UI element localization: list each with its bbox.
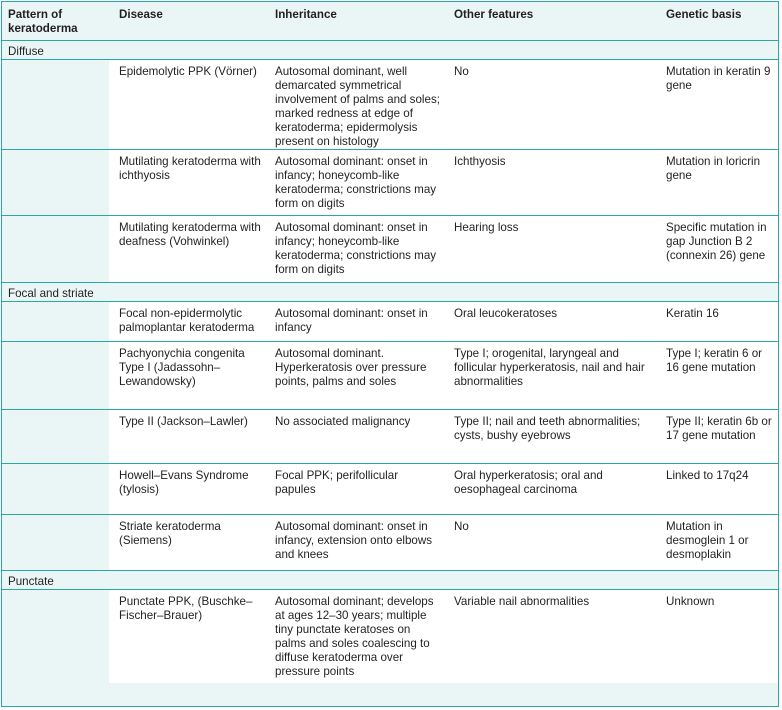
table-row xyxy=(2,341,778,409)
table-row xyxy=(2,463,778,514)
group-row-punctate xyxy=(2,570,778,589)
genetic-cell: Specific mutation in gap Junction B 2 (connexin 26) gene xyxy=(656,215,778,282)
inheritance-cell: Autosomal dominant: onset in infancy; honeycomb-like keratoderma; constrictions may form on digits xyxy=(265,149,444,215)
header-pattern: Pattern of keratoderma xyxy=(2,2,109,40)
features-cell: No xyxy=(444,59,656,149)
group-label: Punctate xyxy=(2,570,778,589)
disease-cell: Mutilating keratoderma with ichthyosis xyxy=(109,149,265,215)
inheritance-cell: Autosomal dominant: onset in infancy xyxy=(265,301,444,341)
inheritance-cell: Autosomal dominant. Hyperkeratosis over pressure points, palms and soles xyxy=(265,341,444,409)
disease-cell: Striate keratoderma (Siemens) xyxy=(109,514,265,570)
genetic-cell: Unknown xyxy=(656,589,778,683)
disease-cell: Focal non-epidermolytic palmoplantar keratoderma xyxy=(109,301,265,341)
header-other-features: Other features xyxy=(444,2,656,40)
group-label: Focal and striate xyxy=(2,282,778,301)
keratoderma-table xyxy=(2,2,778,683)
group-row-diffuse xyxy=(2,40,778,59)
features-cell: Variable nail abnormalities xyxy=(444,589,656,683)
table-header-row xyxy=(2,2,778,40)
header-inheritance: Inheritance xyxy=(265,2,444,40)
inheritance-cell: Autosomal dominant, well demarcated symmetrical involvement of palms and soles; marked redness at edge of keratoderma; epidermolysis present on histology xyxy=(265,59,444,149)
table-row xyxy=(2,149,778,215)
inheritance-cell: No associated malignancy xyxy=(265,409,444,463)
disease-cell: Type II (Jackson–Lawler) xyxy=(109,409,265,463)
features-cell: Oral hyperkeratosis; oral and oesophageal carcinoma xyxy=(444,463,656,514)
genetic-cell: Linked to 17q24 xyxy=(656,463,778,514)
pattern-cell xyxy=(2,463,109,514)
pattern-cell xyxy=(2,341,109,409)
genetic-cell: Mutation in keratin 9 gene xyxy=(656,59,778,149)
inheritance-cell: Focal PPK; perifollicular papules xyxy=(265,463,444,514)
pattern-cell xyxy=(2,589,109,683)
table-row xyxy=(2,409,778,463)
features-cell: Ichthyosis xyxy=(444,149,656,215)
inheritance-cell: Autosomal dominant: onset in infancy, extension onto elbows and knees xyxy=(265,514,444,570)
disease-cell: Mutilating keratoderma with deafness (Vohwinkel) xyxy=(109,215,265,282)
genetic-cell: Mutation in desmoglein 1 or desmoplakin xyxy=(656,514,778,570)
features-cell: No xyxy=(444,514,656,570)
table-row xyxy=(2,301,778,341)
pattern-cell xyxy=(2,301,109,341)
features-cell: Hearing loss xyxy=(444,215,656,282)
table-row xyxy=(2,589,778,683)
table-row xyxy=(2,514,778,570)
pattern-cell xyxy=(2,409,109,463)
header-genetic-basis: Genetic basis xyxy=(656,2,778,40)
pattern-cell xyxy=(2,59,109,149)
keratoderma-table-panel xyxy=(1,1,779,707)
disease-cell: Epidemolytic PPK (Vörner) xyxy=(109,59,265,149)
inheritance-cell: Autosomal dominant: onset in infancy; honeycomb-like keratoderma; constrictions may form on digits xyxy=(265,215,444,282)
disease-cell: Punctate PPK, (Buschke–Fischer–Brauer) xyxy=(109,589,265,683)
header-disease: Disease xyxy=(109,2,265,40)
disease-cell: Pachyonychia congenita Type I (Jadassohn–Lewandowsky) xyxy=(109,341,265,409)
table-row xyxy=(2,59,778,149)
disease-cell: Howell–Evans Syndrome (tylosis) xyxy=(109,463,265,514)
genetic-cell: Keratin 16 xyxy=(656,301,778,341)
features-cell: Type I; orogenital, laryngeal and follicular hyperkeratosis, nail and hair abnormalities xyxy=(444,341,656,409)
genetic-cell: Type II; keratin 6b or 17 gene mutation xyxy=(656,409,778,463)
table-row xyxy=(2,215,778,282)
group-row-focal-and-striate xyxy=(2,282,778,301)
genetic-cell: Type I; keratin 6 or 16 gene mutation xyxy=(656,341,778,409)
pattern-cell xyxy=(2,215,109,282)
inheritance-cell: Autosomal dominant; develops at ages 12–30 years; multiple tiny punctate keratoses on palms and soles coalescing to diffuse keratoderma over pressure points xyxy=(265,589,444,683)
features-cell: Oral leucokeratoses xyxy=(444,301,656,341)
genetic-cell: Mutation in loricrin gene xyxy=(656,149,778,215)
group-label: Diffuse xyxy=(2,40,778,59)
pattern-cell xyxy=(2,514,109,570)
features-cell: Type II; nail and teeth abnormalities; cysts, bushy eyebrows xyxy=(444,409,656,463)
pattern-cell xyxy=(2,149,109,215)
